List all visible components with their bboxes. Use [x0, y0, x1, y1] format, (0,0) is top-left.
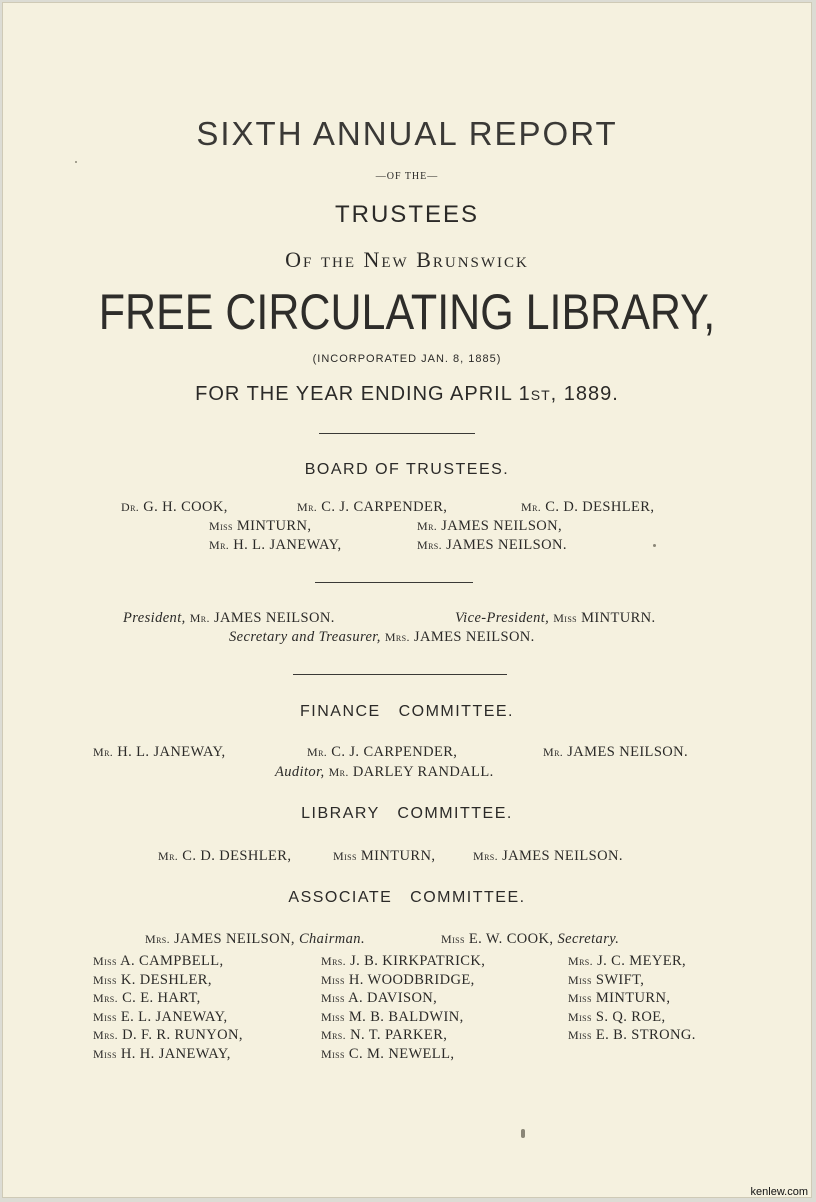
associate-member-name: E. B. STRONG.: [595, 1027, 696, 1044]
library-member-title: Miss: [333, 849, 357, 863]
associate-member: [93, 1027, 243, 1044]
associate-secretary-name: E. W. COOK,: [468, 931, 554, 947]
vice-president-title: Miss: [553, 611, 578, 625]
trustees-heading: TRUSTEES: [334, 201, 479, 228]
associate-member-name: SWIFT,: [595, 971, 645, 988]
associate-member-title: Miss: [321, 1009, 345, 1024]
divider-rule-3: [293, 674, 507, 675]
associate-member-name: H. WOODBRIDGE,: [348, 971, 475, 988]
paper-speck: [521, 1129, 525, 1138]
vice-president-label: Vice-President,: [455, 610, 550, 626]
associate-member-name: D. F. R. RUNYON,: [122, 1027, 243, 1044]
report-title: SIXTH ANNUAL REPORT: [196, 115, 618, 152]
associate-committee-heading: ASSOCIATE COMMITTEE.: [288, 889, 526, 906]
year-text: FOR THE YEAR ENDING APRIL 1: [195, 383, 531, 405]
library-member-name: C. D. DESHLER,: [182, 848, 292, 864]
auditor-title: Mr.: [328, 765, 349, 779]
associate-member-title: Miss: [568, 991, 592, 1006]
associate-member-title: Mrs.: [93, 991, 119, 1006]
chairman-title: Mrs.: [145, 932, 171, 946]
associate-member-name: J. C. MEYER,: [597, 953, 687, 969]
finance-member: [307, 744, 457, 761]
board-member-name: JAMES NEILSON,: [441, 518, 563, 534]
auditor-name: DARLEY RANDALL.: [352, 764, 494, 780]
associate-member-title: Mrs.: [321, 954, 347, 968]
associate-member: [568, 972, 644, 989]
library-name: FREE CIRCULATING LIBRARY,: [98, 284, 716, 340]
associate-member-name: N. T. PARKER,: [350, 1027, 448, 1044]
incorporation-note: (INCORPORATED JAN. 8, 1885): [312, 353, 502, 365]
secretary-title: Mrs.: [384, 630, 410, 644]
associate-member-title: Miss: [321, 991, 345, 1006]
associate-member-title: Miss: [568, 1009, 592, 1024]
associate-member-name: K. DESHLER,: [120, 971, 212, 988]
associate-member-name: MINTURN,: [595, 990, 671, 1007]
auditor-label: Auditor,: [275, 764, 325, 780]
associate-member: [568, 1027, 696, 1044]
secretary-name: JAMES NEILSON.: [413, 629, 535, 645]
year-number: , 1889.: [550, 383, 619, 405]
associate-member: [568, 953, 686, 970]
associate-member: [321, 1027, 447, 1044]
watermark: kenlew.com: [750, 1186, 808, 1198]
associate-member: [321, 990, 437, 1007]
year-ordinal: ST: [530, 387, 551, 403]
associate-secretary-title: Miss: [441, 932, 465, 946]
board-heading: BOARD OF TRUSTEES.: [304, 461, 510, 478]
finance-heading: FINANCE COMMITTEE.: [300, 703, 514, 720]
board-member: [417, 537, 567, 554]
board-member-name: H. L. JANEWAY,: [233, 537, 342, 553]
auditor-line: [275, 764, 494, 781]
associate-member-title: Mrs.: [321, 1028, 347, 1043]
associate-secretary-label: Secretary.: [557, 931, 620, 947]
associate-member: [93, 972, 212, 989]
president-title: Mr.: [189, 611, 210, 625]
associate-member-name: A. CAMPBELL,: [120, 953, 224, 969]
year-ending-line: [3, 383, 811, 406]
paper-speck: [75, 161, 77, 163]
board-member: [121, 499, 228, 516]
associate-member-title: Miss: [93, 954, 117, 968]
board-member-name: MINTURN,: [236, 518, 312, 534]
divider-rule-2: [315, 582, 473, 583]
library-committee-member: [473, 848, 623, 865]
library-member-title: Mr.: [158, 849, 179, 863]
paper-speck: [653, 544, 656, 547]
board-member-title: Mr.: [209, 538, 230, 552]
associate-member: [321, 953, 485, 970]
associate-member-name: H. H. JANEWAY,: [120, 1046, 231, 1062]
divider-rule-1: [319, 433, 475, 434]
associate-member-title: Miss: [93, 1009, 117, 1024]
library-committee-heading: LIBRARY COMMITTEE.: [301, 805, 513, 822]
associate-member-title: Miss: [93, 1047, 117, 1061]
associate-member-name: C. M. NEWELL,: [348, 1046, 455, 1062]
secretary-label: Secretary and Treasurer,: [229, 629, 381, 645]
finance-member: [543, 744, 688, 761]
associate-member-title: Miss: [568, 972, 592, 987]
associate-member-title: Miss: [321, 1047, 345, 1061]
finance-member-title: Mr.: [543, 745, 564, 759]
library-member-title: Mrs.: [473, 849, 499, 863]
associate-member: [93, 1046, 231, 1063]
associate-member-title: Miss: [93, 972, 117, 987]
board-member-title: Mr.: [297, 500, 318, 514]
associate-member: [93, 990, 201, 1007]
associate-member-name: E. L. JANEWAY,: [120, 1008, 228, 1025]
board-member: [521, 499, 654, 516]
library-committee-member: [158, 848, 291, 865]
associate-member-name: J. B. KIRKPATRICK,: [350, 953, 486, 969]
of-the-subtitle: —OF THE—: [375, 171, 439, 182]
associate-member-name: M. B. BALDWIN,: [348, 1008, 464, 1025]
board-member: [417, 518, 562, 535]
board-member: [209, 537, 342, 554]
associate-member-name: A. DAVISON,: [348, 990, 438, 1007]
president-name: JAMES NEILSON.: [213, 610, 335, 626]
vice-president-line: [455, 610, 656, 627]
finance-member-title: Mr.: [93, 745, 114, 759]
board-member: [297, 499, 447, 516]
associate-member: [568, 990, 670, 1007]
board-member-name: G. H. COOK,: [143, 499, 228, 515]
board-member-name: JAMES NEILSON.: [446, 537, 567, 553]
library-member-name: JAMES NEILSON.: [502, 848, 623, 864]
associate-member: [321, 1046, 454, 1063]
board-member-title: Miss: [209, 519, 233, 533]
associate-member-title: Miss: [321, 972, 345, 987]
finance-member-name: JAMES NEILSON.: [567, 744, 689, 760]
board-member-name: C. D. DESHLER,: [545, 499, 655, 515]
associate-secretary-line: [441, 931, 619, 948]
board-member-title: Mr.: [417, 519, 438, 533]
board-member-title: Mrs.: [417, 538, 443, 552]
associate-member: [321, 1009, 464, 1026]
president-label: President,: [123, 610, 186, 626]
associate-member: [321, 972, 475, 989]
chairman-label: Chairman.: [298, 931, 365, 947]
vice-president-name: MINTURN.: [581, 610, 656, 626]
associate-member-title: Mrs.: [93, 1028, 119, 1043]
library-member-name: MINTURN,: [360, 848, 436, 864]
document-page: [2, 2, 812, 1198]
secretary-line: [229, 629, 535, 646]
president-line: [123, 610, 335, 627]
board-member-name: C. J. CARPENDER,: [321, 499, 448, 515]
library-committee-member: [333, 848, 435, 865]
finance-member-name: H. L. JANEWAY,: [117, 744, 226, 760]
associate-member: [93, 953, 224, 970]
associate-member-name: C. E. HART,: [122, 990, 201, 1007]
finance-member-name: C. J. CARPENDER,: [331, 744, 458, 760]
chairman-name: JAMES NEILSON,: [174, 931, 295, 947]
board-member-title: Mr.: [521, 500, 542, 514]
associate-member: [568, 1009, 666, 1026]
finance-member: [93, 744, 226, 761]
board-member-title: Dr.: [121, 500, 140, 514]
new-brunswick-line: Of the New Brunswick: [285, 247, 529, 272]
associate-member: [93, 1009, 228, 1026]
board-member: [209, 518, 311, 535]
associate-member-title: Miss: [568, 1028, 592, 1043]
associate-member-title: Mrs.: [568, 954, 594, 968]
associate-chairman-line: [145, 931, 365, 948]
associate-member-name: S. Q. ROE,: [595, 1008, 666, 1025]
finance-member-title: Mr.: [307, 745, 328, 759]
